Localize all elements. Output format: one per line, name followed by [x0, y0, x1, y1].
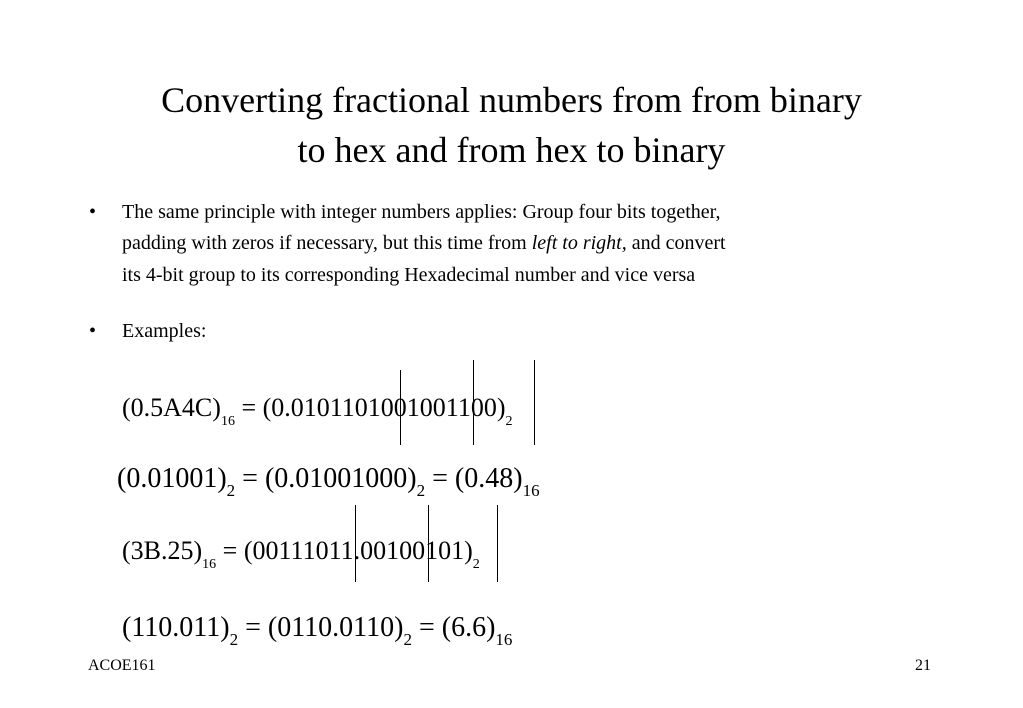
slide-number: 21	[915, 657, 931, 674]
footer-course-code: ACOE161	[88, 657, 156, 674]
example-1-lhs-base: 16	[220, 414, 235, 429]
example-2-equals-2: =	[432, 463, 448, 494]
bullet-1-emphasis: left to right,	[531, 232, 627, 254]
example-3-rhs: (00111011.00100101)	[243, 536, 473, 565]
bullet-1-line-3: its 4-bit group to its corresponding Hexadecimal number and vice versa	[122, 264, 696, 286]
example-4-mid-base: 2	[403, 630, 412, 649]
example-2-lhs-base: 2	[226, 481, 236, 500]
bullet-1-line-2	[122, 227, 922, 259]
example-2-equals-1: =	[242, 463, 258, 494]
example-4-lhs-base: 2	[229, 630, 239, 649]
bullet-1-line-2-pre: padding with zeros if necessary, but this time from	[122, 232, 532, 254]
example-1-rhs-base: 2	[505, 414, 513, 429]
example-4-rhs: (6.6)	[441, 612, 496, 643]
example-2-rhs-base: 16	[522, 481, 540, 500]
example-1-equation	[122, 393, 513, 428]
group-divider	[355, 505, 356, 582]
example-4-lhs: (110.011)	[122, 612, 230, 643]
example-4-equals-1: =	[245, 612, 261, 643]
group-divider	[473, 360, 474, 445]
bullet-1-line-2-post: and convert	[626, 232, 726, 254]
bullet-1-line-1: The same principle with integer numbers applies: Group four bits together,	[122, 201, 721, 223]
bullet-2-text: Examples:	[122, 320, 207, 342]
example-3-rhs-base: 2	[472, 557, 480, 572]
example-1-rhs: (0.0101101001001100)	[262, 393, 506, 422]
bullet-marker: •	[89, 320, 97, 342]
example-1-lhs: (0.5A4C)	[122, 393, 221, 422]
slide-title-line-1: Converting fractional numbers from from binary	[161, 80, 862, 120]
example-3-equation	[122, 536, 480, 571]
example-2-lhs: (0.01001)	[117, 463, 227, 494]
example-1-equals: =	[241, 393, 257, 422]
example-2-rhs: (0.48)	[454, 463, 523, 494]
group-divider	[497, 505, 498, 582]
example-2-equation	[117, 463, 540, 500]
example-2-mid: (0.01001000)	[264, 463, 417, 494]
group-divider	[428, 505, 429, 582]
bullet-marker: •	[89, 201, 97, 223]
example-4-rhs-base: 16	[495, 630, 513, 649]
example-3-equals: =	[222, 536, 238, 565]
example-2-mid-base: 2	[416, 481, 426, 500]
example-3-lhs: (3B.25)	[122, 536, 203, 565]
group-divider	[534, 360, 535, 445]
example-4-mid: (0110.0110)	[267, 612, 404, 643]
group-divider	[400, 370, 401, 445]
example-3-lhs-base: 16	[202, 557, 217, 572]
slide-title-line-2: to hex and from hex to binary	[297, 130, 726, 170]
example-4-equals-2: =	[418, 612, 435, 643]
example-4-equation	[122, 612, 513, 649]
